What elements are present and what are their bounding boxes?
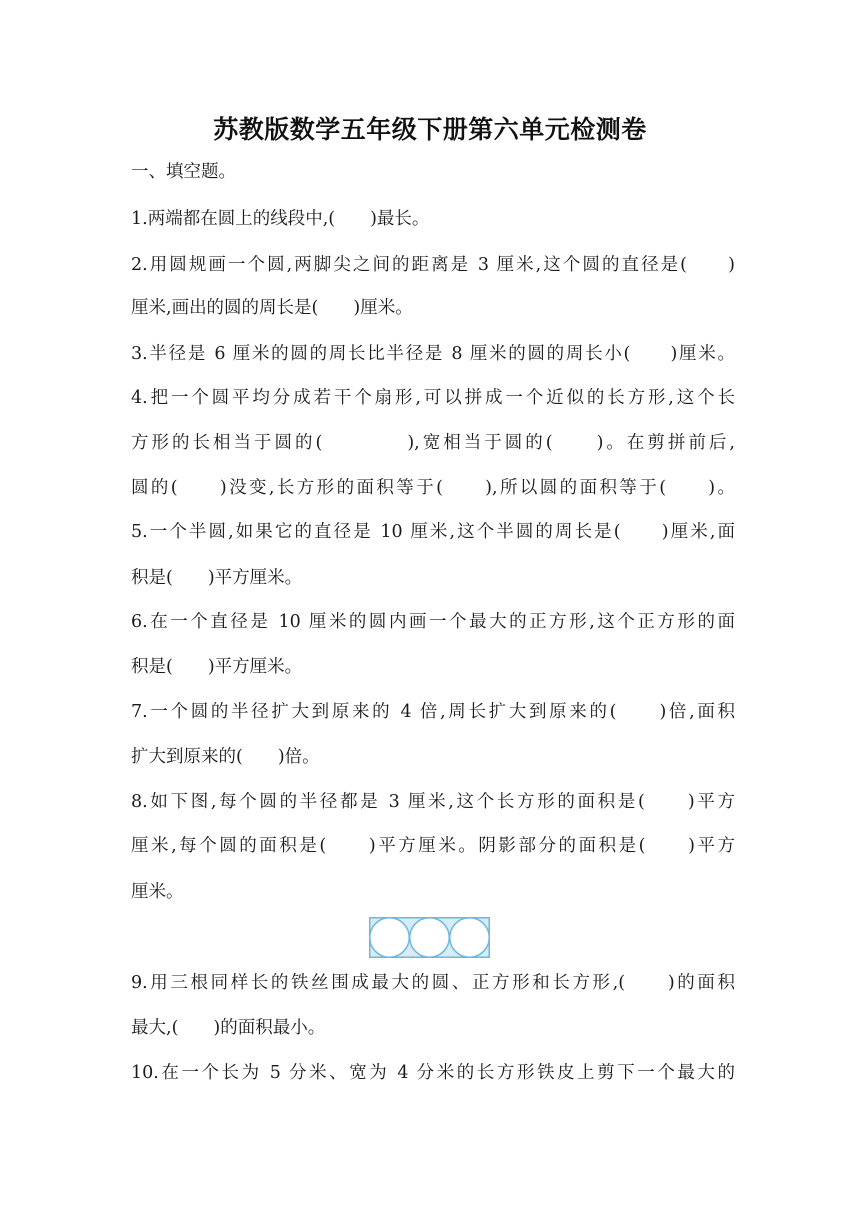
question-6-line-1: 6.在一个直径是 10 厘米的圆内画一个最大的正方形,这个正方形的面: [131, 612, 735, 632]
three-circles-in-rectangle-figure: [369, 917, 490, 958]
question-9-line-2: 最大,( )的面积最小。: [131, 1018, 326, 1038]
section-heading-fill-blank: 一、填空题。: [131, 162, 236, 182]
question-3: 3.半径是 6 厘米的圆的周长比半径是 8 厘米的圆的周长小( )厘米。: [131, 344, 735, 364]
question-8-line-1: 8.如下图,每个圆的半径都是 3 厘米,这个长方形的面积是( )平方: [131, 792, 735, 812]
page-title: 苏教版数学五年级下册第六单元检测卷: [213, 115, 647, 144]
question-5-line-2: 积是( )平方厘米。: [131, 568, 303, 588]
question-10-line-1: 10.在一个长为 5 分米、宽为 4 分米的长方形铁皮上剪下一个最大的: [131, 1063, 735, 1083]
figure-circle-1: [370, 918, 410, 958]
question-5-line-1: 5.一个半圆,如果它的直径是 10 厘米,这个半圆的周长是( )厘米,面: [131, 522, 735, 542]
question-7-line-2: 扩大到原来的( )倍。: [131, 747, 320, 767]
question-1: 1.两端都在圆上的线段中,( )最长。: [131, 209, 430, 229]
question-4-line-1: 4.把一个圆平均分成若干个扇形,可以拼成一个近似的长方形,这个长: [131, 388, 735, 408]
question-8-line-2: 厘米,每个圆的面积是( )平方厘米。阴影部分的面积是( )平方: [131, 836, 735, 856]
question-6-line-2: 积是( )平方厘米。: [131, 657, 303, 677]
figure-circle-2: [410, 918, 450, 958]
question-8-line-3: 厘米。: [131, 882, 184, 902]
figure-circle-3: [450, 918, 490, 958]
question-2-line-1: 2.用圆规画一个圆,两脚尖之间的距离是 3 厘米,这个圆的直径是( ): [131, 255, 735, 275]
question-4-line-2: 方形的长相当于圆的( ),宽相当于圆的( )。在剪拼前后,: [131, 433, 735, 453]
question-2-line-2: 厘米,画出的圆的周长是( )厘米。: [131, 298, 413, 318]
question-9-line-1: 9.用三根同样长的铁丝围成最大的圆、正方形和长方形,( )的面积: [131, 973, 735, 993]
question-4-line-3: 圆的( )没变,长方形的面积等于( ),所以圆的面积等于( )。: [131, 478, 735, 498]
question-7-line-1: 7.一个圆的半径扩大到原来的 4 倍,周长扩大到原来的( )倍,面积: [131, 702, 735, 722]
